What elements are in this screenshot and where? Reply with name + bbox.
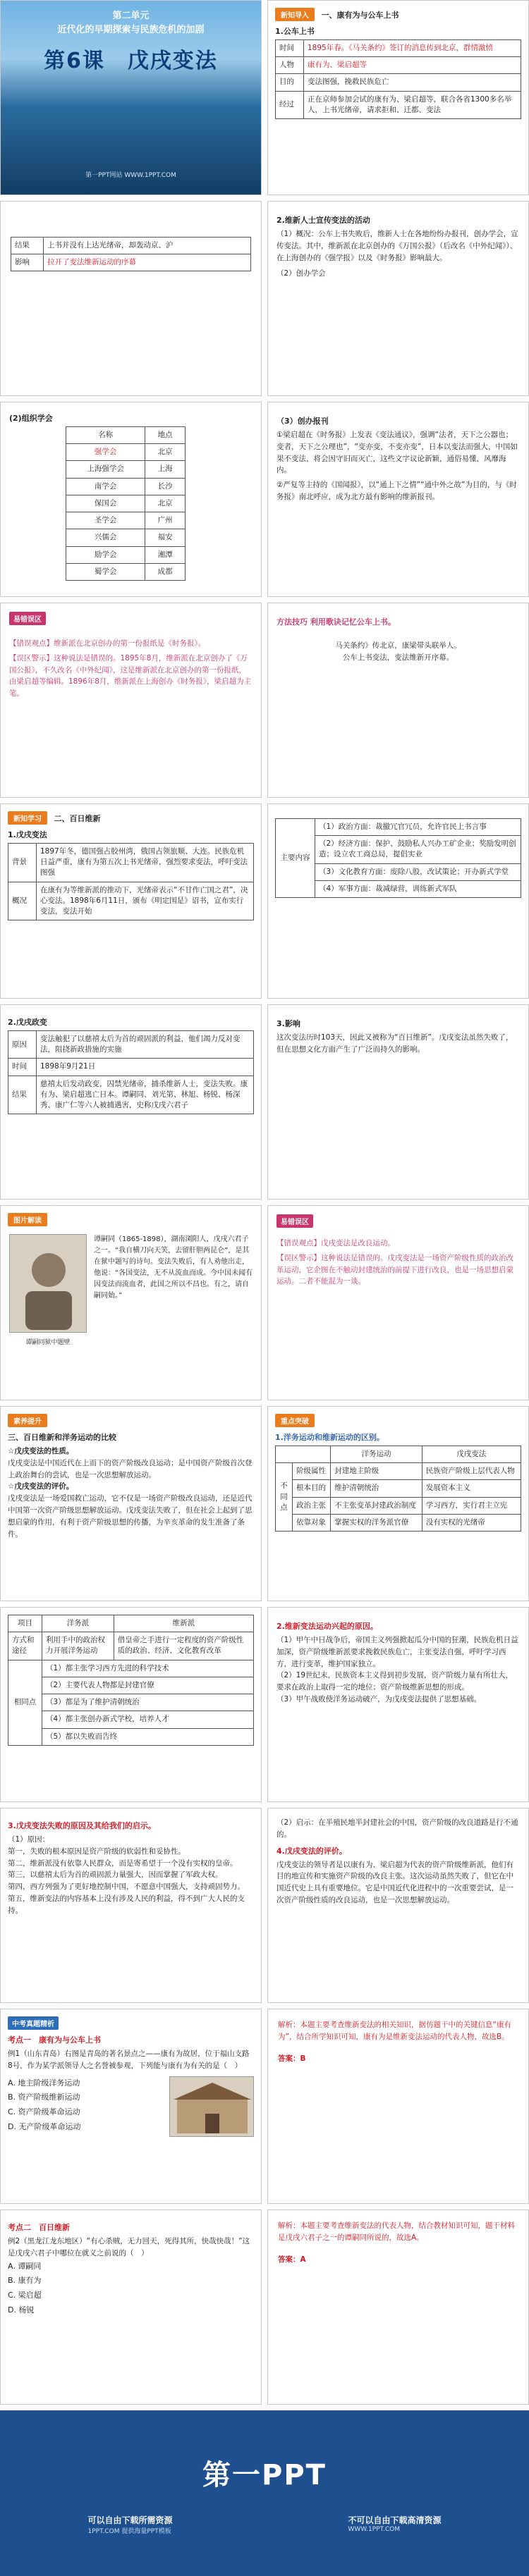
paragraph: 戊戌变法是一场爱国救亡运动，它不仅是一场资产阶级改良运动，还是近代中国第一次资产阶级思想解放运动。戊戌变法失败了，但在社会上起到了思想启蒙的作用，有利于资产阶级思想的传播，为辛亥革命的发生准备了条件。 xyxy=(8,1494,253,1539)
paragraph: 【误区警示】这种说法是错误的。1895年8月，维新派在北京创办了《万国公报》，不久改名《中外纪闻》，这是维新派在北京创办的第一份报纸，由梁启超等编辑。1896年8月，维新派在上海创办《时务报》，梁启超为主笔。 xyxy=(9,653,252,698)
section-heading: 三、百日维新和洋务运动的比较 xyxy=(8,1433,116,1442)
option-d[interactable]: D. 杨锐 xyxy=(8,2305,35,2315)
literacy-badge: 素养提升 xyxy=(8,1414,47,1427)
slide-answer-2 xyxy=(267,2210,529,2405)
slide-newspapers xyxy=(267,402,529,597)
item-heading: （3）创办报刊 xyxy=(276,417,329,426)
verse-line: 公车上书变法，变法维新开序幕。 xyxy=(342,653,454,662)
option-a[interactable]: A. 地主阶级洋务运动 xyxy=(8,2078,80,2088)
table-row: 上海强学会 上海 xyxy=(66,461,186,478)
slide-misconception-2 xyxy=(267,1205,529,1400)
table-row: 经过 正在京师参加会试的康有为、梁启超等，联合各省1300多名举人，上书光绪帝，请求拒和、迁都、变法 xyxy=(276,91,521,118)
table-row: 保国会 北京 xyxy=(66,495,186,512)
answer: 答案：A xyxy=(278,2255,306,2264)
slide-failure xyxy=(0,1808,262,2003)
item-heading: (2)组织学会 xyxy=(9,414,53,423)
table-row: 励学会 湘潭 xyxy=(66,546,186,563)
footer-banner xyxy=(0,2410,529,2576)
section-badge: 新知学习 xyxy=(8,811,47,825)
portrait-icon xyxy=(10,1235,87,1333)
section-heading: 二、百日维新 xyxy=(54,814,101,823)
paragraph: 谭嗣同（1865-1898），湖南浏阳人，戊戌六君子之一。“我自横刀向天笑，去留肝胆两昆仑”，是其在狱中题写的诗句。变法失败后，有人劝他出走，他说：“各国变法，无不从流血而成。今中国未闻有因变法而流血者，此国之所以不昌也。有之，请自嗣同始。” xyxy=(94,1235,253,1300)
slide-coup xyxy=(0,1004,262,1200)
key-badge: 重点突破 xyxy=(275,1414,315,1427)
coup-table xyxy=(8,1030,254,1114)
table-row: 政治主张 不主张变革封建政治制度 学习西方，实行君主立宪 xyxy=(276,1497,521,1514)
question: 例2（黑龙江龙东地区）“有心杀贼，无力回天，死得其所，快哉快哉！”这是戊戌六君子中哪位在就义之前说的（ ） xyxy=(8,2237,250,2257)
table-row: （3）文化教育方面：废除八股，改试策论；开办新式学堂 xyxy=(276,863,521,880)
site-watermark: 第一PPT网站 WWW.1PPT.COM xyxy=(85,172,176,179)
section-heading: 2.维新变法运动兴起的原因。 xyxy=(276,1622,378,1631)
table-row: 相同点 （1）都主张学习西方先进的科学技术 xyxy=(8,1660,254,1677)
paragraph: （2）启示：在半殖民地半封建社会的中国，资产阶级的改良道路是行不通的。 xyxy=(276,1818,518,1839)
reform-table xyxy=(8,843,254,920)
slide-picture xyxy=(0,1205,262,1400)
footer-logo: 第一PPT xyxy=(202,2459,327,2491)
paragraph: ②严复等主持的《国闻报》，以“通上下之情”“通中外之故”为目的，与《时务报》南北呼应，成为北方最有影响的维新报刊。 xyxy=(276,481,517,501)
slide-exam-2 xyxy=(0,2210,262,2405)
slide-influence xyxy=(267,1004,529,1200)
misconception-badge: 易错误区 xyxy=(276,1214,313,1228)
table-row: 南学会 长沙 xyxy=(66,478,186,495)
table-row: 背景 1897年冬，德国强占胶州湾，俄国占领旅顺、大连。民族危机日益严重，康有为第五次上书光绪帝，强烈要求变法，呼吁变法图强 xyxy=(8,844,254,882)
slide-result xyxy=(0,201,262,396)
table-row: 目的 变法图强，挽救民族危亡 xyxy=(276,74,521,91)
comparison-table-2 xyxy=(8,1615,254,1746)
portrait-image xyxy=(9,1234,87,1333)
option-a[interactable]: A. 谭嗣同 xyxy=(8,2261,42,2271)
paragraph: 【错误观点】维新派在北京创办的第一份报纸是《时务报》。 xyxy=(9,639,206,648)
paragraph: 这次变法历时103天，因此又被称为“百日维新”。戊戌变法虽然失败了，但在思想文化方面产生了广泛而持久的影响。 xyxy=(276,1033,513,1054)
method-title: 方法技巧 利用歌诀记忆公车上书。 xyxy=(276,617,396,627)
option-d[interactable]: D. 无产阶级革命运动 xyxy=(8,2122,81,2132)
slide-gongche xyxy=(267,0,529,195)
paragraph: 第四，西方列强为了更好地控制中国，不愿意中国强大，支持顽固势力。 xyxy=(8,1882,245,1892)
title-slide xyxy=(0,0,262,195)
verse-line: 马关条约》传北京，康梁带头联举人。 xyxy=(335,641,461,650)
table-row: （5）都以失败而告终 xyxy=(8,1728,254,1745)
question-heading: ☆戊戌变法的性质。 xyxy=(8,1447,74,1455)
slide-evaluation xyxy=(267,1808,529,2003)
slide-causes xyxy=(267,1607,529,1802)
item-heading: 2.维新人士宣传变法的活动 xyxy=(276,216,370,225)
point-heading: 考点二 百日维新 xyxy=(8,2223,70,2232)
slide-comparison-2 xyxy=(0,1607,262,1802)
section-heading: 一、康有为与公车上书 xyxy=(321,11,399,20)
section-heading: 1.洋务运动和维新运动的区别。 xyxy=(275,1433,384,1442)
paragraph: 第一，失败的根本原因是资产阶级的软弱性和妥协性。 xyxy=(8,1847,186,1856)
table-header: 项目 洋务派 维新派 xyxy=(8,1615,254,1632)
question: 例1（山东青岛）右图是青岛的著名景点之——康有为故居，位于福山支路8号，作为某学派领导人之名誉被参观，下列能与康有为有关的是（ ） xyxy=(8,2050,250,2070)
paragraph: 第二，维新派没有依靠人民群众，而是寄希望于一个没有实权的皇帝。 xyxy=(8,1859,238,1868)
slogan-left: 可以自由下载所需资源 xyxy=(87,2515,173,2525)
paragraph: （1）原因： xyxy=(8,1835,50,1844)
table-row: （4）都主张创办新式学校，培养人才 xyxy=(8,1711,254,1728)
sub-right: WWW.1PPT.COM xyxy=(348,2526,401,2533)
paragraph: （2）创办学会 xyxy=(276,269,326,278)
option-c[interactable]: C. 梁启超 xyxy=(8,2291,42,2300)
table-row: 不同点 阶级属性 封建地主阶级 民族资产阶级上层代表人物 xyxy=(276,1463,521,1480)
option-b[interactable]: B. 资产阶级维新运动 xyxy=(8,2093,80,2102)
gongche-table xyxy=(275,39,521,119)
table-row: 结果 上书并没有上达光绪帝，却轰动京、沪 xyxy=(11,238,251,254)
paragraph: 戊戌变法是中国近代在上而下的资产阶级改良运动；是中国资产阶级首次登上政治舞台的尝试，也是一次思想解放运动。 xyxy=(8,1458,253,1479)
slide-answer-1 xyxy=(267,2009,529,2204)
exam-badge: 中考真题精析 xyxy=(8,2016,59,2030)
table-row: （3）都是为了维护清朝统治 xyxy=(8,1694,254,1711)
section-heading: 4.戊戌变法的评价。 xyxy=(276,1846,347,1856)
section-badge: 新知导入 xyxy=(275,8,315,21)
question-heading: ☆戊戌变法的评价。 xyxy=(8,1482,74,1491)
table-row: 概况 在康有为等维新派的推动下，光绪帝表示“不甘作亡国之君”，决心变法。1898年6月11日，颁布《明定国是》诏书，宣布实行变法，变法开始 xyxy=(8,882,254,920)
slide-mnemonic xyxy=(267,603,529,798)
table-row: （2）主要代表人物都是封建官僚 xyxy=(8,1677,254,1694)
table-row: 强学会 北京 xyxy=(66,444,186,461)
slide-literacy xyxy=(0,1406,262,1601)
item-heading: 1.公车上书 xyxy=(275,27,315,36)
paragraph: （2）19世纪末，民族资本主义得到初步发展，资产阶级力量有所壮大，要求在政治上取得一定的地位；资产阶级维新思想的形成。 xyxy=(276,1671,513,1692)
analysis: 解析：本题主要考查维新变法的相关知识，据仿题干中的关键信息“康有为”，结合所学知识可知，康有为是维新变法运动的代表人物，故选B。 xyxy=(278,2021,511,2041)
table-row: 时间 1895年春。《马关条约》签订的消息传到北京，群情激愤 xyxy=(276,40,521,57)
table-row: 结果 慈禧太后发动政变，囚禁光绪帝，捕杀维新人士，变法失败。康有为、梁启超逃亡日本。谭嗣同、刘光第、林旭、杨锐、杨深秀、康广仁等六人被捕遇害，史称戊戌六君子 xyxy=(8,1076,254,1114)
misconception-badge: 易错误区 xyxy=(9,612,46,625)
table-row: 人物 康有为、梁启超等 xyxy=(276,57,521,74)
comparison-table xyxy=(275,1446,521,1532)
point-heading: 考点一 康有为与公车上书 xyxy=(8,2035,101,2045)
table-row: 依靠对象 掌握实权的洋务派官僚 没有实权的光绪帝 xyxy=(276,1514,521,1531)
table-row: 根本目的 维护清朝统治 发展资本主义 xyxy=(276,1480,521,1497)
slide-propaganda xyxy=(267,201,529,396)
table-row: 主要内容 （1）政治方面：裁撤冗官冗员，允许官民上书言事 xyxy=(276,819,521,836)
building-icon xyxy=(170,2077,255,2138)
item-heading: 3.影响 xyxy=(276,1019,300,1028)
content-table xyxy=(275,818,521,898)
slide-content xyxy=(267,803,529,999)
analysis: 解析：本题主要考查维新变法的代表人物，结合教材知识可知，题干材料是戊戌六君子之一的谭嗣同所说的，故选A。 xyxy=(278,2221,515,2242)
table-header: 名称 地点 xyxy=(66,427,186,444)
table-row: 影响 拉开了变法维新运动的序幕 xyxy=(11,254,251,271)
table-row: 原因 变法触犯了以慈禧太后为首的顽固派的利益，他们竭力反对变法，阻挠新政措施的实施 xyxy=(8,1031,254,1059)
unit-subtitle: 近代化的早期探索与民族危机的加剧 xyxy=(57,25,205,35)
table-row: 圣学会 广州 xyxy=(66,512,186,529)
slide-comparison xyxy=(267,1406,529,1601)
slide-societies xyxy=(0,402,262,597)
table-row: 兴儒会 福安 xyxy=(66,529,186,546)
table-row: 方式和途径 利用手中的政治权力开展洋务运动 借皇帝之手进行一定程度的资产阶级性质的政治、经济、文化教育改革 xyxy=(8,1632,254,1660)
paragraph: （1）概况：公车上书失败后，维新人士在各地纷纷办报刊，创办学会，宣传变法。其中，维新派在北京创办的《万国公报》（后改名《中外纪闻》）、在上海创办的《强学报》以及《时务报》影响最大。 xyxy=(276,230,518,262)
table-row: （2）经济方面：保护、鼓励私人兴办工矿企业；奖励发明创造；设立农工商总局，提倡实业 xyxy=(276,836,521,863)
result-table xyxy=(11,237,251,271)
paragraph: ①梁启超在《时务报》上发表《变法通议》，强调“法者，天下之公器也；变者，天下之公理也”，“变亦变，不变亦变”，日本以变法而强大，中国如果不变法，将会因守旧而灭亡，这些文字议论新颖，通俗易懂，风靡海内。 xyxy=(276,431,518,475)
slide-exam-1 xyxy=(0,2009,262,2204)
slide-misconception-1 xyxy=(0,603,262,798)
answer: 答案：B xyxy=(278,2054,306,2063)
lesson-title: 第6课 戊戌变法 xyxy=(44,49,218,73)
societies-table xyxy=(66,426,186,581)
paragraph: 第五，维新变法的内容基本上没有涉及人民的利益，得不到广大人民的支持。 xyxy=(8,1894,245,1915)
table-header: 洋务运动 戊戌变法 xyxy=(276,1446,521,1463)
unit-title: 第二单元 xyxy=(112,11,150,21)
item-heading: 2.戊戌政变 xyxy=(8,1018,47,1027)
paragraph: （3）甲午战败使洋务运动破产，为戊戌变法提供了思想基础。 xyxy=(276,1694,482,1703)
paragraph: 第三，以慈禧太后为首的顽固派力量强大，因而掌握了军政大权。 xyxy=(8,1871,223,1880)
image-caption: 谭嗣同狱中题壁 xyxy=(25,1339,71,1346)
paragraph: （1）甲午中日战争后，帝国主义列强掀起瓜分中国的狂潮，民族危机日益加深，资产阶级维新派要求挽救民族危亡，主张变法自强，呼吁学习西方，进行变革，维护国家独立。 xyxy=(276,1636,518,1668)
option-c[interactable]: C. 资产阶级革命运动 xyxy=(8,2107,80,2117)
paragraph: 【误区警示】这种说法是错误的。戊戌变法是一场资产阶级性质的政治改革运动，它企图在不触动封建统治的前提下进行改良，也是一场思想启蒙运动。二者不能混为一谈。 xyxy=(276,1253,513,1286)
slide-reform xyxy=(0,803,262,999)
paragraph: 【错误观点】戊戌变法是改良运动。 xyxy=(276,1239,395,1247)
option-b[interactable]: B. 康有为 xyxy=(8,2276,42,2286)
residence-image xyxy=(169,2076,254,2137)
picture-badge: 图片解读 xyxy=(8,1213,47,1226)
slogan-right: 不可以自由下载高清资源 xyxy=(348,2515,442,2525)
paragraph: 戊戌变法的领导者是以康有为、梁启超为代表的资产阶级维新派，他们有目的地宣传和实施资产阶级的改良主张。这次运动虽然失败了，但它在中国近代史上具有重要地位。它是中国近代化进程中的一次重要尝试，是一次资产阶级性质的改良运动，也是一次思想解放运动。 xyxy=(276,1860,513,1904)
table-row: 蜀学会 成都 xyxy=(66,563,186,580)
table-row: （4）军事方面：裁减绿营，训练新式军队 xyxy=(276,880,521,897)
sub-left: 1PPT.COM 提供海量PPT模板 xyxy=(87,2528,171,2535)
section-heading: 3.戊戌变法失败的原因及其给我们的启示。 xyxy=(8,1821,156,1830)
table-row: 时间 1898年9月21日 xyxy=(8,1059,254,1076)
item-heading: 1.戊戌变法 xyxy=(8,830,47,839)
